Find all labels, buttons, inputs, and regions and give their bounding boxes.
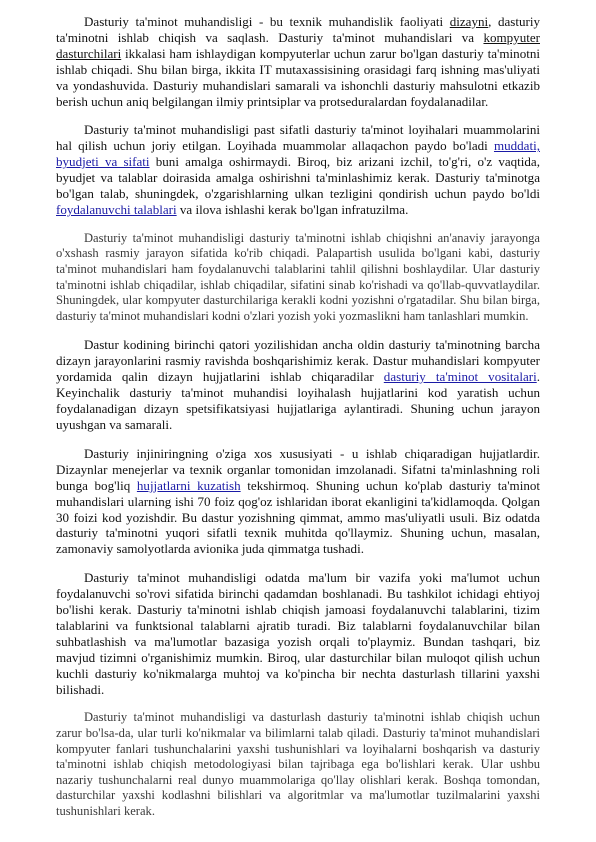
underlined-term[interactable]: kompyuter dasturchilari	[56, 29, 540, 61]
paragraph-text: , dasturiy ta'minotni ishlab chiqish va saqlash. Dasturiy ta'minot muhandislari va	[56, 14, 540, 45]
document-body	[56, 14, 540, 820]
inline-link[interactable]: hujjatlarni kuzatish	[136, 477, 241, 493]
paragraph-text: Dasturiy injiniringning o'ziga xos xususiyati - u ishlab chiqaradigan hujjatlardir. Dizaynlar menejerlar va texnik organlar tomonidan imzolanadi. Sifatni ta'minlashning roli bunga bog'liq	[56, 445, 540, 493]
inline-link[interactable]: dasturiy ta'minot vositalari	[383, 369, 537, 385]
paragraph-text: Dasturiy ta'minot muhandisligi odatda ma'lum bir vazifa yoki ma'lumot uchun foydalanuvchi so'rovi sifatida birinchi qadamdan boshlanadi. Bu tashkilot ichidagi ehtiyoj bo'lishi kerak. Dasturiy ta'minotni ishlab chiqish jamoasi foydalanuvchi talablarini, tizim talablarini va funktsional talablarni ajratib turadi. Biz talablarni foydalanuvchilar bilan suhbatlashish va ma'lumotlar bazasiga yozish orqali to'playmiz. Bundan tashqari, biz mavjud tizimni o'rganishimiz mumkin. Biroq, ular dasturchilar bilan muloqot qilish uchun kuchli dasturiy ko'nikmalarga muhtoj va ko'pincha bir nechta dasturlash tillarini yaxshi bilishadi.	[56, 570, 540, 697]
paragraph-text: buni amalga oshirmaydi. Biroq, biz arizani izchil, to'g'ri, o'z vaqtida, byudjet va talablar doirasida amalga oshirishni ta'minlashimiz kerak. Dasturiy ta'minotga bo'lgan talab, shuningdek, o'zgarishlarning ulkan tezligini qondirish uchun paydo bo'ldi	[56, 154, 540, 202]
paragraph-7	[56, 710, 540, 819]
paragraph-text: va ilova ishlashi kerak bo'lgan infratuzilma.	[176, 201, 409, 217]
paragraph-text: Dastur kodining birinchi qatori yozilishidan ancha oldin dasturiy ta'minotning barcha dizayn jarayonlarini rasmiy ravishda boshqarishimiz kerak. Dastur muhandislari kompyuter yordamida qalin dizayn hujjatlarini ishlab chiqaradilar	[56, 337, 540, 385]
paragraph-text: ikkalasi ham ishlaydigan kompyuterlar uchun zarur bo'lgan dasturiy ta'minotni ishlab chiqadi. Shu bilan birga, ikkita IT mutaxassisining orasidagi farq ishning mas'uliyati va yondashuvida. Dasturiy muhandislari samarali va ishonchli dasturiy mahsulotni etkazib berish uchun aniq belgilangan ilmiy printsiplar va protseduralardan foydalanadilar.	[56, 45, 540, 109]
paragraph-text: tekshirmoq. Shuning uchun ko'plab dasturiy ta'minot muhandislari ularning ishi 70 foiz qog'oz ishlaridan iborat ekanligini ta'kidlamoqda. Qolgan 30 foizi kod yozishdir. Bu dastur yozishning qimmat, ammo mas'uliyatli usuli. Biz odatda dasturiy ta'minotni yuqori sifatli texnik muhitda qo'llaymiz. Shuning uchun, masalan, zamonaviy samolyotlarda avionika juda qimmatga tushadi.	[56, 477, 540, 557]
paragraph-text: Dasturiy ta'minot muhandisligi - bu texnik muhandislik faoliyati	[84, 14, 450, 29]
paragraph-3	[56, 231, 540, 325]
paragraph-1	[56, 14, 540, 109]
paragraph-5	[56, 446, 540, 557]
paragraph-4	[56, 337, 540, 432]
paragraph-text: . Keyinchalik dasturiy ta'minot muhandisi loyihalash hujjatlarini kod yaratish uchun foydalanadigan dizayn spetsifikatsiyasi hujjatlariga aylantiradi. Shuning uchun jarayon uyushgan va samarali.	[56, 369, 540, 432]
paragraph-6	[56, 570, 540, 697]
inline-link[interactable]: foydalanuvchi talablari	[56, 201, 177, 217]
paragraph-text: Dasturiy ta'minot muhandisligi dasturiy ta'minotni ishlab chiqishni an'anaviy jarayonga o'xshash rasmiy jarayon sifatida ko'rib chiqadi. Palapartish usulida bo'lgani kabi, dasturiy ta'minot muhandislari ham foydalanuvchi talablarini tahlil qilishni boshlaydilar. Ular dasturiy ta'minotni ishlab chiqadilar, ishlab chiqadilar, sifatini sinab ko'rishadi va qo'llab-quvvatlaydilar. Shuningdek, ular kompyuter dasturchilariga kerakli kodni yozishni o'rgatadilar. Shu bilan birga, dasturiy ta'minot muhandislari kodni o'zlari yozish yoki yozmaslikni ham tanlashlari mumkin.	[56, 230, 540, 323]
paragraph-text: Dasturiy ta'minot muhandisligi va dasturlash dasturiy ta'minotni ishlab chiqish uchun zarur bo'lsa-da, ular turli ko'nikmalar va bilimlarni talab qiladi. Dasturiy ta'minot muhandislari kompyuter fanlari tushunchalarini yaxshi tushunishlari va loyihalarni boshqarish va dasturiy ta'minotni ishlab chiqish metodologiyasi bilan tajribaga ega bo'lishlari kerak. Ular ushbu nazariy tushunchalarni real dunyo muammolariga qo'llay olishlari kerak. Boshqa tomondan, dasturchilar yaxshi kodlashni bilishlari va algoritmlar va ma'lumotlar tuzilmalarini yaxshi tushunishlari kerak.	[56, 710, 540, 819]
paragraph-text: Dasturiy ta'minot muhandisligi past sifatli dasturiy ta'minot loyihalari muammolarini hal qilish uchun joriy etilgan. Loyihada muammolar allaqachon paydo bo'ladi	[56, 122, 540, 154]
paragraph-2	[56, 122, 540, 217]
inline-link[interactable]: muddati, byudjeti va sifati	[56, 138, 540, 170]
underlined-term[interactable]: dizayni	[449, 14, 489, 29]
